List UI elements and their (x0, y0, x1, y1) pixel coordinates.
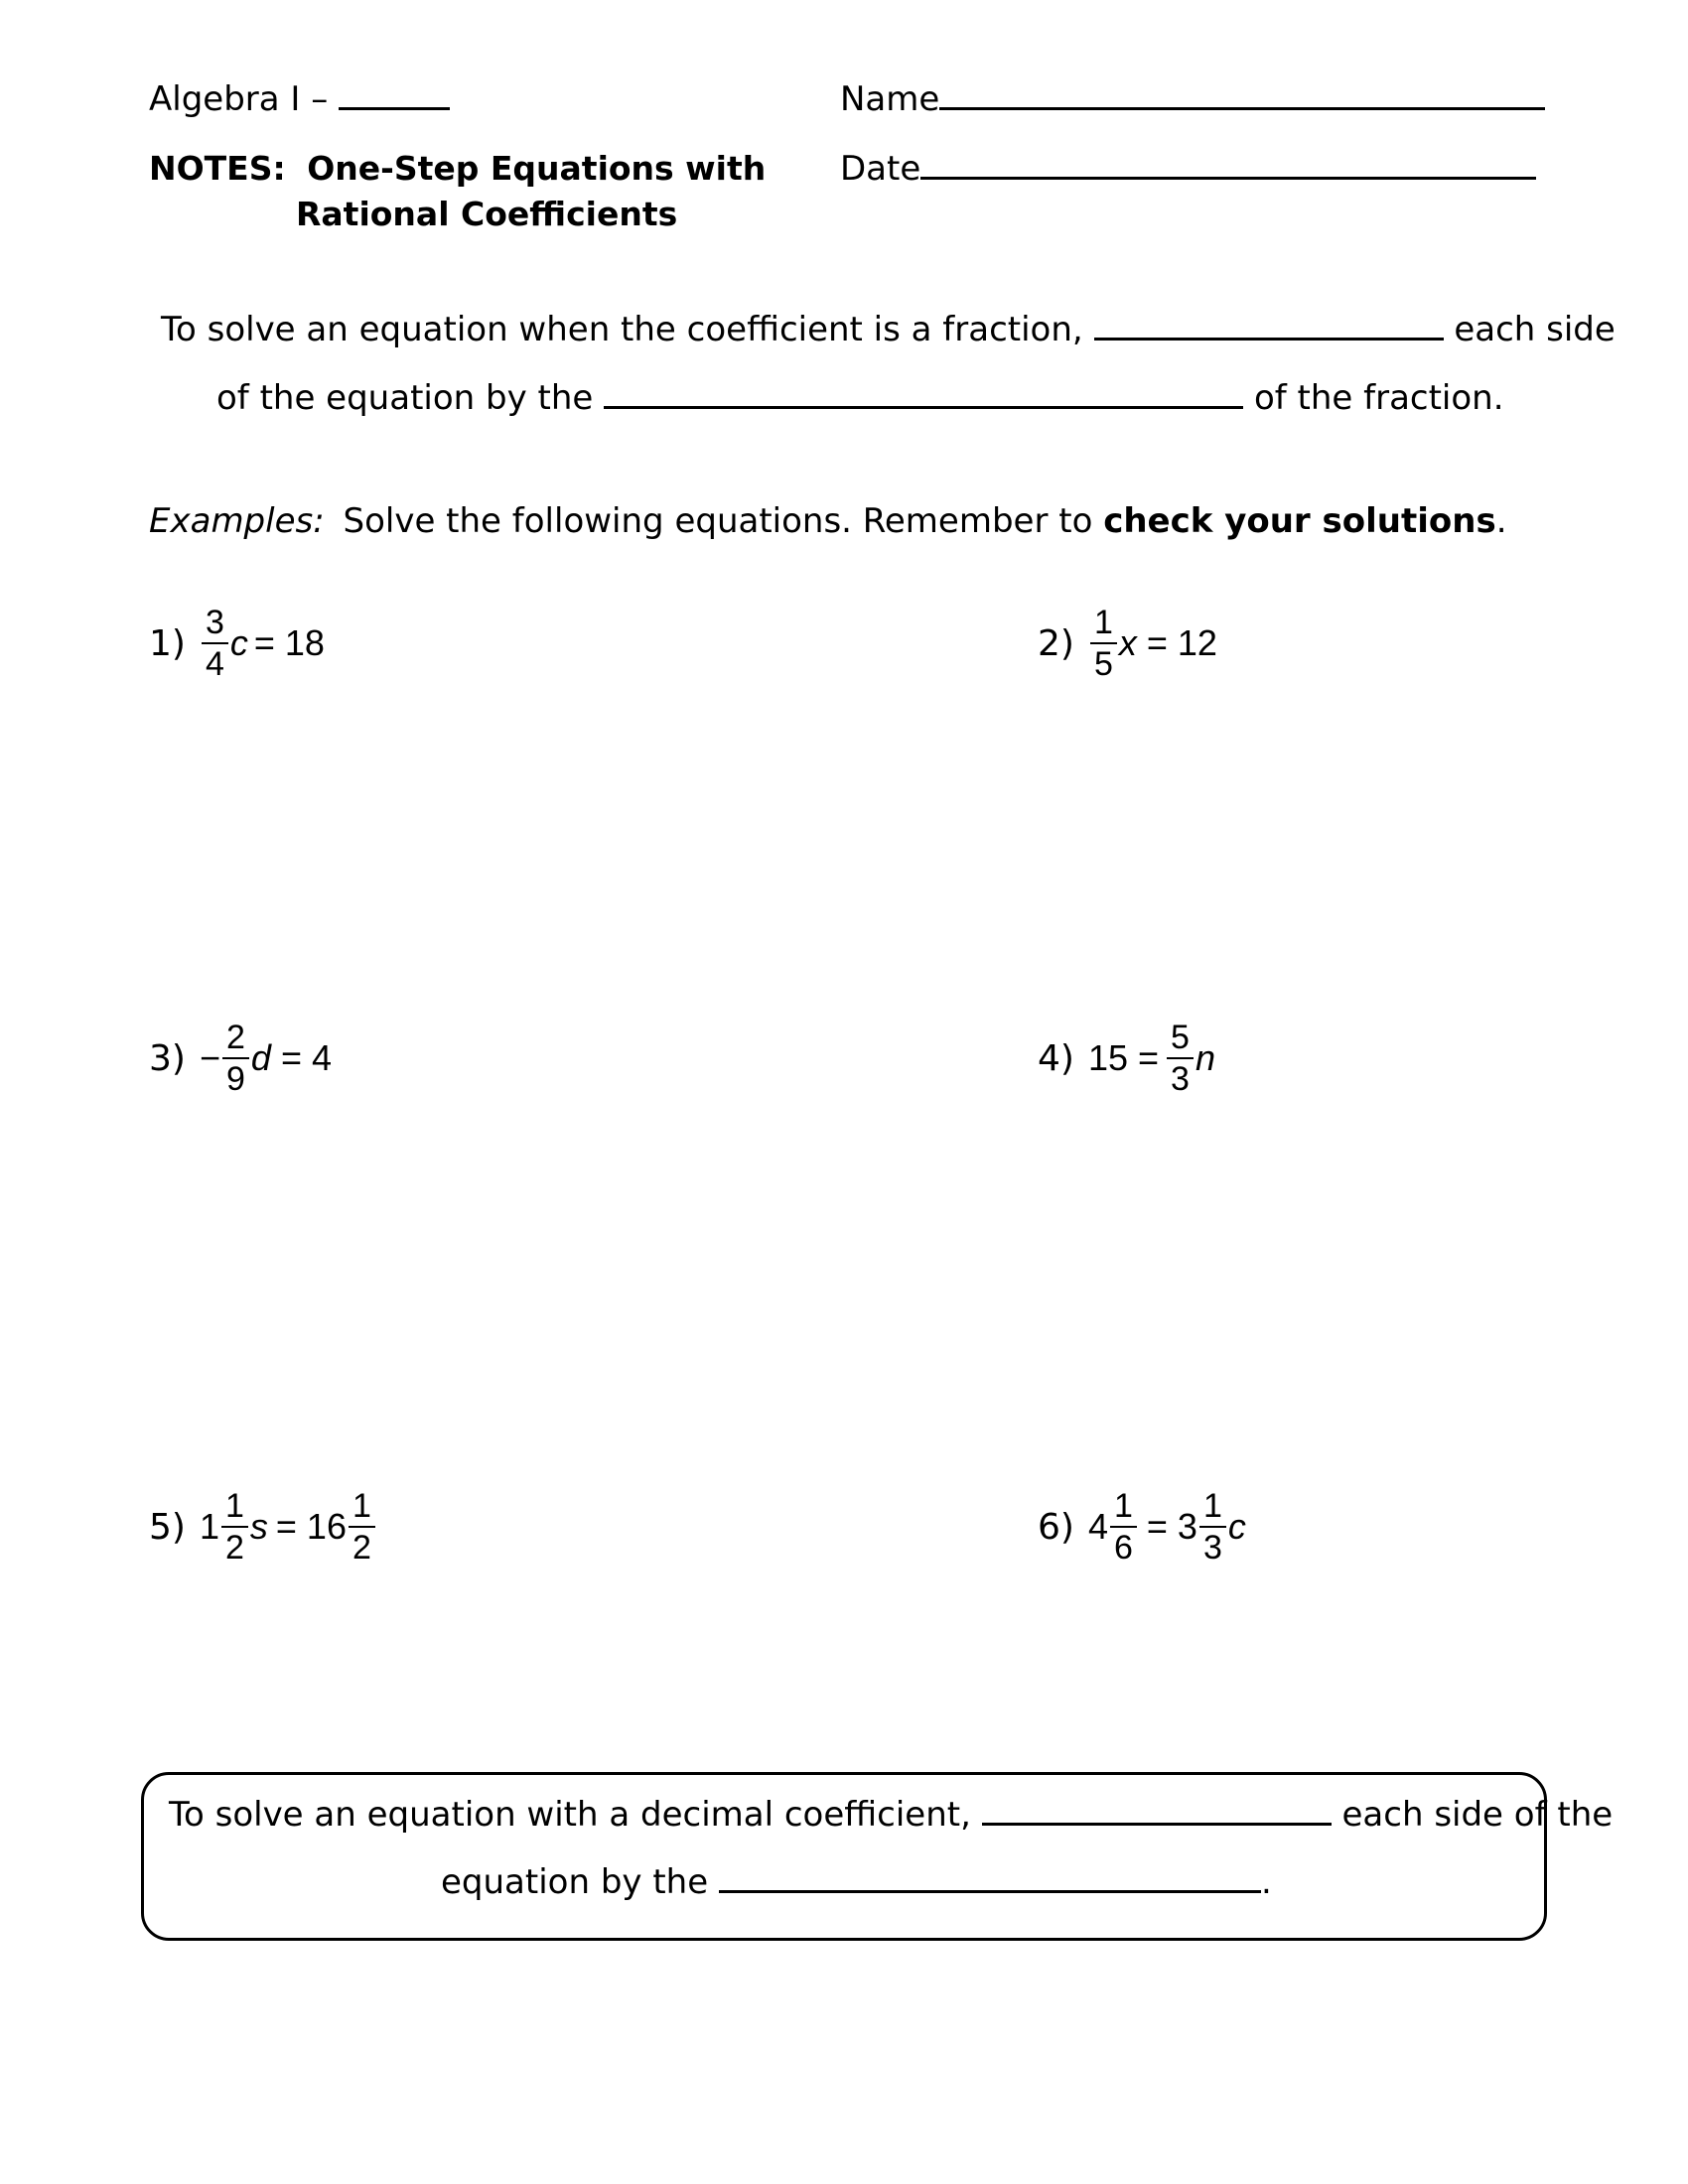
problem-4 (1038, 1021, 1215, 1096)
problem-6-fraction (1110, 1489, 1137, 1565)
problem-3-fraction (222, 1021, 249, 1096)
title-line-2-row (296, 195, 677, 233)
problem-4-label: 4) (1038, 1037, 1074, 1079)
title-line-1: One-Step Equations with (307, 149, 767, 188)
examples-end: . (1495, 501, 1507, 541)
problem-2-num: 1 (1090, 606, 1117, 644)
name-field (840, 79, 1545, 119)
decimal-line-2-before: equation by the (441, 1862, 709, 1902)
problem-5-rhs-den: 2 (352, 1529, 371, 1567)
problem-5-rhs-num: 1 (349, 1489, 375, 1528)
problem-3-rhs: = 4 (280, 1037, 332, 1078)
intro-line-2-before: of the equation by the (216, 378, 594, 418)
decimal-line-1 (169, 1795, 1613, 1835)
problem-3-var: d (250, 1037, 271, 1078)
problem-3-sign: − (199, 1037, 220, 1078)
problem-5-den: 2 (224, 1529, 244, 1567)
problem-2-rhs: = 12 (1146, 622, 1217, 663)
problem-1-num: 3 (202, 606, 228, 644)
decimal-line-1-before: To solve an equation with a decimal coefficient, (169, 1795, 971, 1835)
problem-6-label: 6) (1038, 1506, 1074, 1548)
problem-5-num: 1 (221, 1489, 248, 1528)
date-field (840, 149, 1536, 189)
problem-1-rhs: = 18 (253, 622, 325, 663)
intro-line-2 (216, 378, 1504, 418)
problem-2-fraction (1090, 606, 1117, 681)
problem-3-label: 3) (149, 1037, 186, 1079)
problem-5-label: 5) (149, 1506, 186, 1548)
problem-2-var: x (1118, 622, 1137, 663)
course-label-text: Algebra I – (149, 79, 329, 119)
problem-1-var: c (229, 622, 248, 663)
problem-6-den: 6 (1113, 1529, 1133, 1567)
notes-prefix: NOTES: (149, 149, 286, 188)
problem-4-var: n (1195, 1037, 1215, 1078)
problem-1-label: 1) (149, 622, 186, 664)
date-label: Date (840, 149, 921, 189)
problem-5-whole: 1 (199, 1506, 219, 1547)
problem-6-rhs-den: 3 (1202, 1529, 1222, 1567)
problem-1-fraction (202, 606, 228, 681)
problem-6-var: c (1227, 1506, 1246, 1547)
problem-5-eq: = 16 (275, 1506, 347, 1547)
problem-2 (1038, 606, 1217, 681)
name-blank[interactable] (939, 107, 1545, 110)
intro-blank-1[interactable] (1094, 338, 1444, 341)
problem-3 (149, 1021, 332, 1096)
problem-1-den: 4 (205, 645, 224, 683)
problem-1 (149, 606, 325, 681)
examples-bold: check your solutions (1103, 501, 1496, 541)
decimal-line-1-after: each side of the (1341, 1795, 1614, 1835)
problem-6-rhs-num: 1 (1199, 1489, 1226, 1528)
problem-4-num: 5 (1167, 1021, 1194, 1059)
notes-title (149, 149, 766, 188)
problem-4-fraction (1167, 1021, 1194, 1096)
intro-line-1-before: To solve an equation when the coefficient is a fraction, (161, 310, 1083, 349)
intro-line-1 (161, 310, 1616, 349)
decimal-blank-2[interactable] (719, 1890, 1261, 1893)
name-label: Name (840, 79, 940, 119)
problem-5-var: s (249, 1506, 268, 1547)
examples-label: Examples: (149, 501, 325, 541)
problem-4-lhs: 15 = (1087, 1037, 1160, 1078)
intro-blank-2[interactable] (604, 406, 1243, 409)
problem-5-rhs-fraction (349, 1489, 375, 1565)
course-label (149, 79, 450, 119)
problem-4-den: 3 (1171, 1060, 1190, 1098)
title-line-2: Rational Coefficients (296, 195, 678, 233)
period-blank[interactable] (339, 107, 450, 110)
date-blank[interactable] (920, 177, 1536, 180)
problem-3-num: 2 (222, 1021, 249, 1059)
examples-text: Solve the following equations. Remember to (343, 501, 1093, 541)
problem-6-num: 1 (1110, 1489, 1137, 1528)
decimal-line-2 (441, 1862, 1272, 1902)
decimal-blank-1[interactable] (982, 1823, 1332, 1826)
problem-6-whole: 4 (1087, 1506, 1108, 1547)
problem-5 (149, 1489, 377, 1565)
problem-3-den: 9 (225, 1060, 245, 1098)
decimal-line-2-after: . (1260, 1862, 1272, 1902)
problem-2-label: 2) (1038, 622, 1074, 664)
intro-line-1-after: each side (1454, 310, 1616, 349)
problem-5-fraction (221, 1489, 248, 1565)
problem-6 (1038, 1489, 1246, 1565)
intro-line-2-after: of the fraction. (1253, 378, 1504, 418)
problem-2-den: 5 (1093, 645, 1113, 683)
examples-instruction (149, 501, 1507, 541)
problem-6-rhs-fraction (1199, 1489, 1226, 1565)
problem-6-eq: = 3 (1146, 1506, 1197, 1547)
